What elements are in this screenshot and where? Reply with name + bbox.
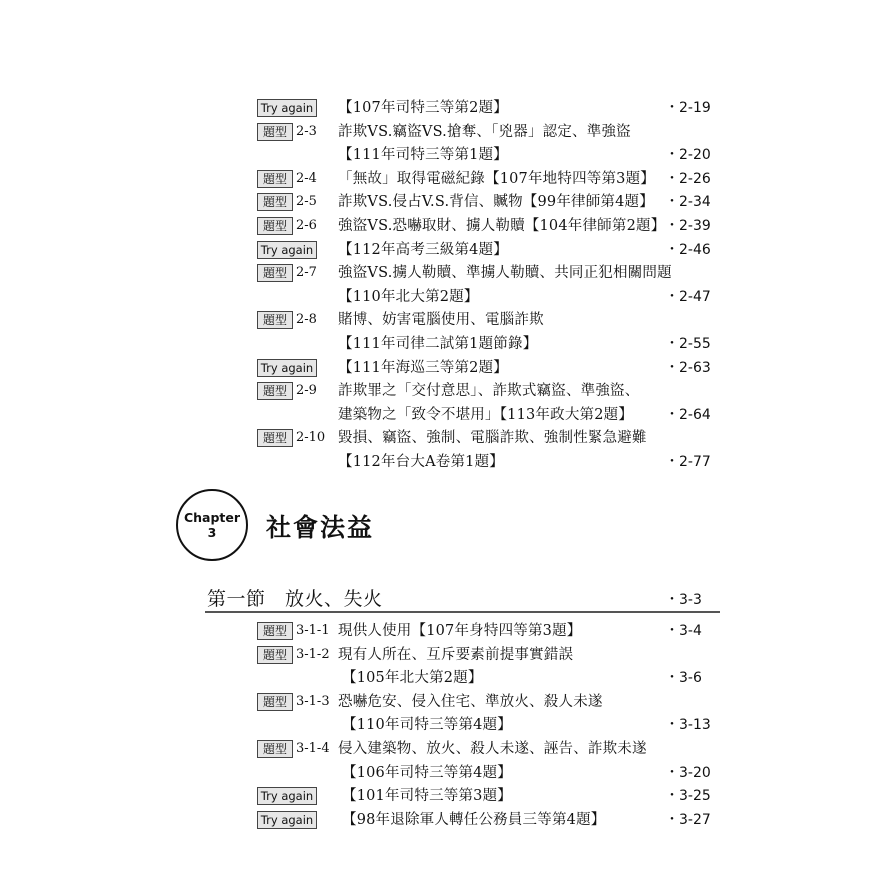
entry-number: 2-7 [296,265,317,281]
entry-title: 恐嚇危安、侵入住宅、準放火、殺人未遂 [338,693,603,710]
entry-number: 2-3 [296,123,317,139]
question-type-badge: 題型 [257,311,293,329]
entry-number: 2-10 [296,430,326,446]
entry-page: ・3-20 [665,764,711,781]
entry-number: 2-8 [296,312,317,328]
try-again-badge: Try again [257,99,317,117]
entry-number: 3-1-4 [296,741,330,756]
entry-title: 侵入建築物、放火、殺人未遂、誣告、詐欺未遂 [338,741,647,757]
entry-page: ・2-26 [665,170,711,187]
entry-page: ・2-19 [665,100,711,116]
toc-entry[interactable] [0,690,896,714]
entry-title: 【112年高考三級第4題】 [338,241,509,258]
entry-title: 【111年海巡三等第2題】 [338,359,509,376]
entry-number: 3-1-1 [296,623,330,638]
toc-entry[interactable] [0,332,896,356]
question-type-badge: 題型 [257,622,293,640]
entry-title: 【101年司特三等第3題】 [342,788,513,805]
entry-title: 【111年司特三等第1題】 [338,147,509,164]
entry-title: 【110年北大第2題】 [338,288,479,305]
chapter-label: Chapter 3 [183,510,241,540]
entry-title: 【106年司特三等第4題】 [342,764,513,781]
question-type-badge: 題型 [257,382,293,400]
entry-title: 「無故」取得電磁紀錄【107年地特四等第3題】 [338,170,655,187]
toc-entry[interactable] [0,308,896,332]
entry-page: ・3-6 [665,670,702,687]
entry-title: 詐欺罪之「交付意思」、詐欺式竊盜、準強盜、 [338,383,640,400]
toc-entry[interactable] [0,356,896,380]
entry-title: 現供人使用【107年身特四等第3題】 [338,623,582,639]
question-type-badge: 題型 [257,123,293,141]
entry-number: 3-1-3 [296,693,330,709]
entry-page: ・2-47 [665,288,711,305]
entry-title: 【105年北大第2題】 [342,670,483,687]
entry-page: ・2-20 [665,147,711,164]
toc-entry[interactable] [0,238,896,262]
try-again-badge: Try again [257,359,317,377]
try-again-badge: Try again [257,787,317,805]
entry-page: ・3-25 [665,788,711,805]
toc-entry[interactable] [0,761,896,785]
toc-entry[interactable] [0,167,896,191]
toc-entry[interactable] [0,96,896,120]
entry-page: ・2-55 [665,336,711,352]
question-type-badge: 題型 [257,264,293,282]
entry-title: 詐欺VS.竊盜VS.搶奪、「兇器」認定、準強盜 [338,123,631,140]
entry-title: 強盜VS.擄人勒贖、準擄人勒贖、共同正犯相關問題 [338,265,672,282]
entry-title: 詐欺VS.侵占V.S.背信、贓物【99年律師第4題】 [338,194,654,211]
toc-entry[interactable] [0,784,896,808]
question-type-badge: 題型 [257,429,293,447]
entry-page: ・2-34 [665,194,711,211]
try-again-badge: Try again [257,241,317,259]
entry-title: 【98年退除軍人轉任公務員三等第4題】 [342,811,606,828]
chapter-badge [176,489,248,561]
toc-entry[interactable] [0,737,896,761]
entry-number: 3-1-2 [296,646,330,662]
question-type-badge: 題型 [257,646,293,664]
entry-title: 現有人所在、互斥要素前提事實錯誤 [338,646,574,663]
entry-title: 【107年司特三等第2題】 [338,100,509,116]
section-title: 第一節 放火、失火 [207,588,383,610]
toc-entry[interactable] [0,808,896,832]
toc-entry[interactable] [0,379,896,403]
entry-page: ・2-39 [665,218,711,234]
question-type-badge: 題型 [257,693,293,711]
entry-title: 【110年司特三等第4題】 [342,717,513,734]
entry-title: 建築物之「致令不堪用」【113年政大第2題】 [338,406,634,423]
entry-title: 毀損、竊盜、強制、電腦詐欺、強制性緊急避難 [338,430,647,447]
entry-title: 【111年司律二試第1題節錄】 [338,336,538,352]
question-type-badge: 題型 [257,193,293,211]
entry-page: ・2-77 [665,454,711,470]
question-type-badge: 題型 [257,740,293,758]
try-again-badge: Try again [257,811,317,829]
entry-number: 2-5 [296,194,317,210]
entry-page: ・3-27 [665,811,711,828]
toc-entry[interactable] [0,143,896,167]
entry-title: 強盜VS.恐嚇取財、擄人勒贖【104年律師第2題】 [338,218,666,234]
toc-entry[interactable] [0,426,896,450]
toc-entry[interactable] [0,261,896,285]
question-type-badge: 題型 [257,217,293,235]
toc-entry[interactable] [0,713,896,737]
question-type-badge: 題型 [257,170,293,188]
entry-page: ・2-46 [665,241,711,258]
toc-entry[interactable] [0,619,896,643]
toc-entry[interactable] [0,666,896,690]
entry-number: 2-6 [296,218,317,233]
toc-entry[interactable] [0,285,896,309]
entry-title: 賭博、妨害電腦使用、電腦詐欺 [338,312,544,329]
toc-entry[interactable] [0,190,896,214]
toc-entry[interactable] [0,120,896,144]
toc-entry[interactable] [0,214,896,238]
section-page: ・3-3 [665,592,702,608]
entry-page: ・3-13 [665,717,711,734]
entry-title: 【112年台大A卷第1題】 [338,454,504,470]
section-divider [205,611,720,613]
entry-page: ・3-4 [665,623,702,639]
toc-entry[interactable] [0,450,896,474]
toc-entry[interactable] [0,403,896,427]
entry-number: 2-4 [296,170,317,186]
entry-number: 2-9 [296,383,317,399]
entry-page: ・2-63 [665,359,711,376]
toc-entry[interactable] [0,643,896,667]
chapter-title: 社會法益 [266,513,375,542]
entry-page: ・2-64 [665,406,711,423]
